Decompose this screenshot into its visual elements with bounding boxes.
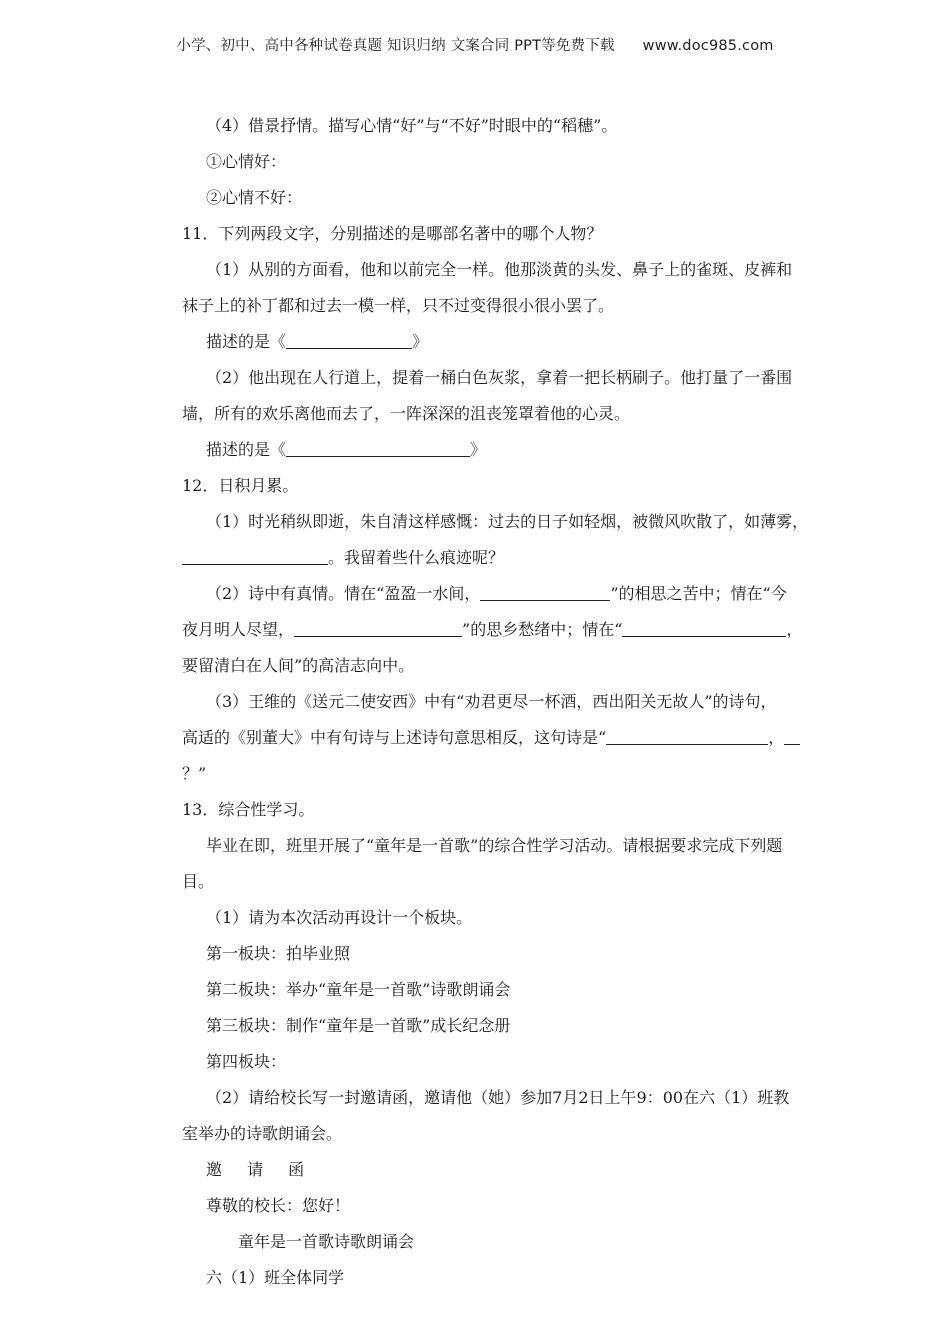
answer-blank[interactable] [622, 620, 786, 637]
q13-section1: 第一板块：拍毕业照 [206, 944, 351, 963]
q13-title: 13．综合性学习。 [182, 800, 315, 819]
q12-part2-line2: 夜月明人尽望， ”的思乡愁绪中；情在“ ， [182, 620, 803, 639]
header-text: 小学、初中、高中各种试卷真题 知识归纳 文案合同 PPT等免费下载 [176, 38, 615, 54]
q13-intro-line1: 毕业在即，班里开展了“童年是一首歌”的综合性学习活动。请根据要求完成下列题 [206, 836, 783, 855]
answer-blank[interactable] [182, 548, 328, 565]
q11-answer1 [182, 324, 857, 360]
q10-good-mood: ①心情好： [206, 152, 287, 171]
q13-section4: 第四板块： [206, 1052, 287, 1071]
answer-blank[interactable] [294, 620, 462, 637]
q12-title: 12．日积月累。 [182, 476, 299, 495]
q11-answer2 [182, 432, 857, 468]
answer-blank[interactable] [286, 332, 412, 349]
answer-blank[interactable] [286, 440, 470, 457]
q12-part3-line2: 高适的《别董大》中有句诗与上述诗句意思相反，这句诗是“ ， [182, 720, 857, 756]
q12-part2-line1: （2）诗中有真情。情在“盈盈一水间， ”的相思之苦中；情在“今 [206, 584, 787, 603]
q11-passage2-line2: 墙，所有的欢乐离他而去了，一阵深深的沮丧笼罩着他的心灵。 [182, 404, 631, 423]
invitation-event: 童年是一首歌诗歌朗诵会 [238, 1232, 415, 1251]
q11-passage1-line2: 袜子上的补丁都和过去一模一样，只不过变得很小很小罢了。 [182, 296, 615, 315]
answer-prefix: 描述的是《 [206, 440, 287, 459]
q13-intro-line2: 目。 [182, 872, 215, 891]
q10-part4: （4）借景抒情。描写心情“好”与“不好”时眼中的“稻穗”。 [206, 116, 618, 135]
header-site-link[interactable]: www.doc985.com [642, 38, 774, 54]
q13-part2-line2: 室举办的诗歌朗诵会。 [182, 1124, 343, 1143]
q12-part1-line1: （1）时光稍纵即逝，朱自清这样感慨：过去的日子如轻烟，被微风吹散了，如薄雾， [206, 512, 809, 531]
q11-passage1-line1: （1）从别的方面看，他和以前完全一样。他那淡黄的头发、鼻子上的雀斑、皮裤和 [206, 260, 793, 279]
q12-part3-line3: ？” [182, 764, 207, 783]
q11-passage2-line1: （2）他出现在人行道上，提着一桶白色灰浆，拿着一把长柄刷子。他打量了一番围 [206, 368, 793, 387]
invitation-title: 邀 请 函 [206, 1160, 315, 1179]
q13-part2-line1: （2）请给校长写一封邀请函，邀请他（她）参加7月2日上午9：00在六（1）班教 [206, 1088, 790, 1107]
q10-bad-mood: ②心情不好： [206, 188, 303, 207]
q13-part1: （1）请为本次活动再设计一个板块。 [206, 908, 473, 927]
answer-prefix: 描述的是《 [206, 332, 287, 351]
answer-suffix: 》 [470, 440, 487, 459]
answer-blank[interactable] [606, 728, 768, 745]
answer-blank[interactable] [784, 728, 800, 745]
answer-suffix: 》 [412, 332, 429, 351]
invitation-greeting: 尊敬的校长：您好！ [206, 1196, 351, 1215]
q11-title: 11．下列两段文字，分别描述的是哪部名著中的哪个人物？ [182, 224, 603, 243]
q12-part3-line1: （3）王维的《送元二使安西》中有“劝君更尽一杯酒，西出阳关无故人”的诗句， [206, 692, 777, 711]
page-header [0, 34, 950, 55]
document-body [182, 108, 857, 1296]
q13-section2: 第二板块：举办“童年是一首歌”诗歌朗诵会 [206, 980, 511, 999]
answer-blank[interactable] [480, 584, 610, 601]
q13-section3: 第三板块：制作“童年是一首歌”成长纪念册 [206, 1016, 511, 1035]
invitation-signature: 六（1）班全体同学 [206, 1268, 345, 1287]
q12-part2-line3: 要留清白在人间”的高洁志向中。 [182, 656, 415, 675]
q12-part1-line2: 。我留着些什么痕迹呢？ [182, 540, 857, 576]
